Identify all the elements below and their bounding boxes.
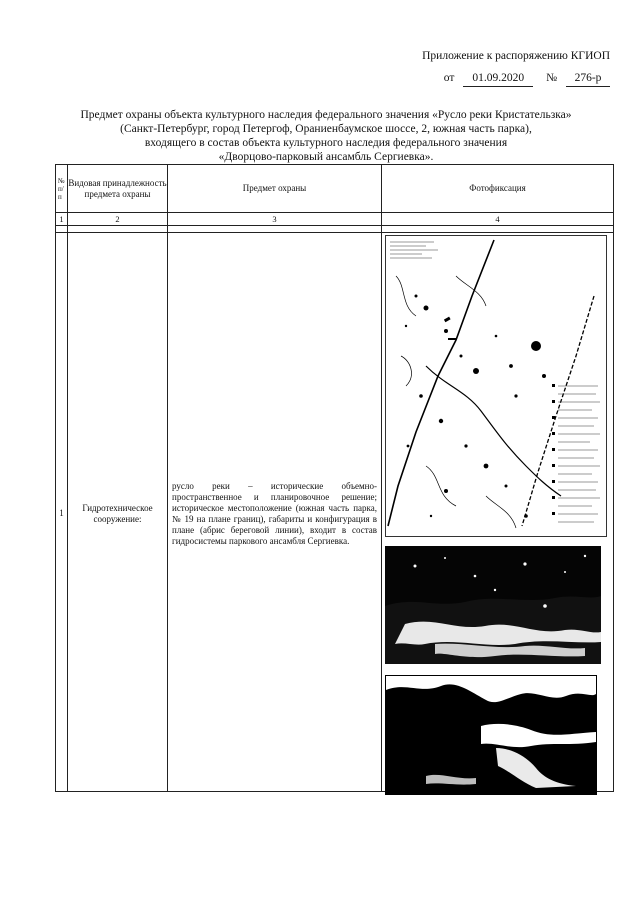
site-plan-image — [385, 235, 607, 537]
title-line-2: (Санкт-Петербург, город Петергоф, Ораниенбаумское шоссе, 2, южная часть парка), — [120, 123, 532, 135]
row-number: 1 — [56, 233, 68, 792]
header-type: Видовая принадлежность предмета охраны — [68, 165, 168, 213]
order-line — [422, 68, 610, 88]
number-label: № — [546, 72, 558, 84]
river-photo-1 — [385, 546, 601, 664]
title-line-4: «Дворцово-парковый ансамбль Сергиевка». — [218, 151, 434, 163]
column-number: 1 — [56, 213, 68, 226]
title-line-3: входящего в состав объекта культурного наследия федерального значения — [144, 137, 508, 149]
order-number: 276-р — [566, 71, 610, 87]
from-label: от — [443, 72, 455, 84]
spacer-row — [56, 226, 614, 233]
column-number: 4 — [382, 213, 614, 226]
table-header-row — [56, 165, 614, 213]
appendix-block — [422, 46, 610, 88]
header-number: № п/п — [56, 165, 68, 213]
column-number-row — [56, 213, 614, 226]
river-photo-2 — [385, 675, 597, 795]
header-photo: Фотофиксация — [382, 165, 614, 213]
column-number: 3 — [168, 213, 382, 226]
title-line-1: Предмет охраны объекта культурного наследия федерального значения «Русло реки Кристательзка» — [80, 109, 572, 121]
header-subject: Предмет охраны — [168, 165, 382, 213]
document-title — [40, 108, 612, 164]
table-row — [56, 233, 614, 792]
order-date: 01.09.2020 — [463, 71, 533, 87]
column-number: 2 — [68, 213, 168, 226]
row-photos — [382, 233, 614, 792]
appendix-title: Приложение к распоряжению КГИОП — [422, 50, 610, 62]
row-subject: русло реки – исторические объемно-пространственное и планировочное решение; историческое местоположение (южная часть парка, № 19 на плане границ), габариты и конфигурация в плане (абрис береговой линии), входит в состав гидросистемы паркового ансамбля Сергиевка. — [168, 233, 382, 792]
row-type: Гидротехническое сооружение: — [68, 233, 168, 792]
protection-table — [55, 164, 614, 792]
